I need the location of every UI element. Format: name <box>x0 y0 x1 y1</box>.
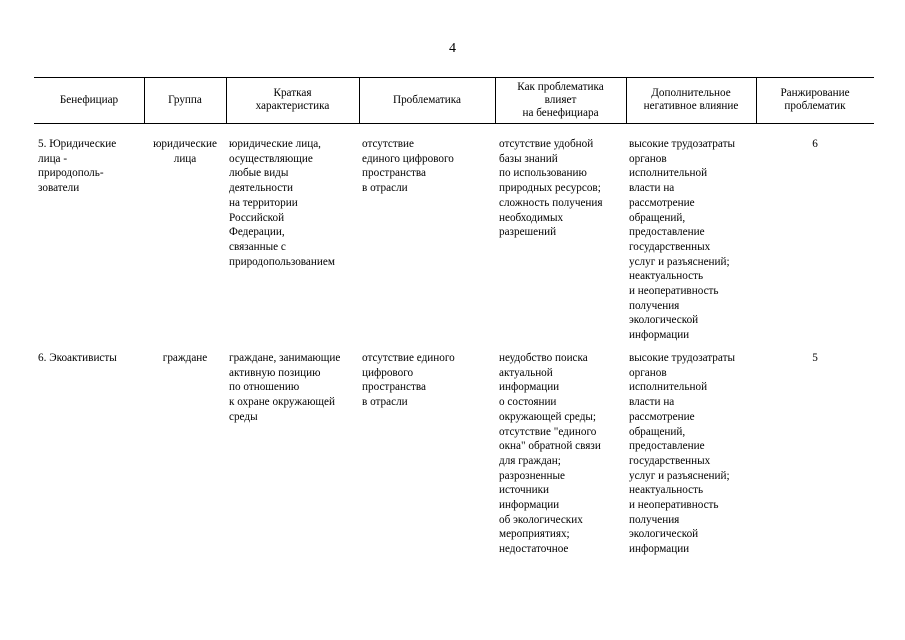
header-additional <box>626 77 756 123</box>
header-beneficiary <box>34 77 144 123</box>
table-header-rule <box>34 123 874 124</box>
header-group <box>144 77 226 123</box>
row-5-additional: высокие трудозатраты органов исполнительной власти на рассмотрение обращений, предоставление государственных услуг и разъяснений; неактуальность и неоперативность получения экологической информации <box>629 138 735 342</box>
row-6-beneficiary: 6. Экоактивисты <box>38 352 117 364</box>
row-5-impact: отсутствие удобной базы знаний по использованию природных ресурсов; сложность получения необходимых разрешений <box>499 138 603 239</box>
row-6-rank: 5 <box>812 352 818 364</box>
header-label: Как проблематика влияет на бенефициара <box>517 80 604 119</box>
row-5-problem: отсутствие единого цифрового пространства в отрасли <box>362 138 454 195</box>
row-6-characteristic: граждане, занимающие активную позицию по отношению к охране окружающей среды <box>229 352 341 423</box>
row-5-rank: 6 <box>812 138 818 150</box>
row-6-problem: отсутствие единого цифрового пространства в отрасли <box>362 352 455 409</box>
page-number: 4 <box>449 41 456 56</box>
header-label: Бенефициар <box>59 93 119 106</box>
header-label: Краткая характеристика <box>255 87 330 112</box>
header-label: Проблематика <box>392 93 461 106</box>
header-characteristic <box>226 77 359 123</box>
row-5-beneficiary: 5. Юридические лица - природополь- зователи <box>38 138 117 195</box>
header-label: Дополнительное негативное влияние <box>643 87 739 112</box>
row-5-group: юридические лица <box>153 138 217 165</box>
header-rank <box>756 77 874 123</box>
header-problem <box>359 77 495 123</box>
header-impact <box>495 77 626 123</box>
row-6-additional: высокие трудозатраты органов исполнительной власти на рассмотрение обращений, предоставление государственных услуг и разъяснений; неактуальность и неоперативность получения экологической информации <box>629 352 735 556</box>
header-label: Группа <box>168 93 202 106</box>
row-6-impact: неудобство поиска актуальной информации о состоянии окружающей среды; отсутствие "единого окна" обратной связи для граждан; разрозненные источники информации об экологических мероприятиях; недостаточное <box>499 352 601 556</box>
row-6-group: граждане <box>162 352 208 364</box>
row-5-characteristic: юридические лица, осуществляющие любые виды деятельности на территории Российской Федерации, связанные с природопользованием <box>229 138 335 268</box>
header-label: Ранжирование проблематик <box>780 87 850 112</box>
